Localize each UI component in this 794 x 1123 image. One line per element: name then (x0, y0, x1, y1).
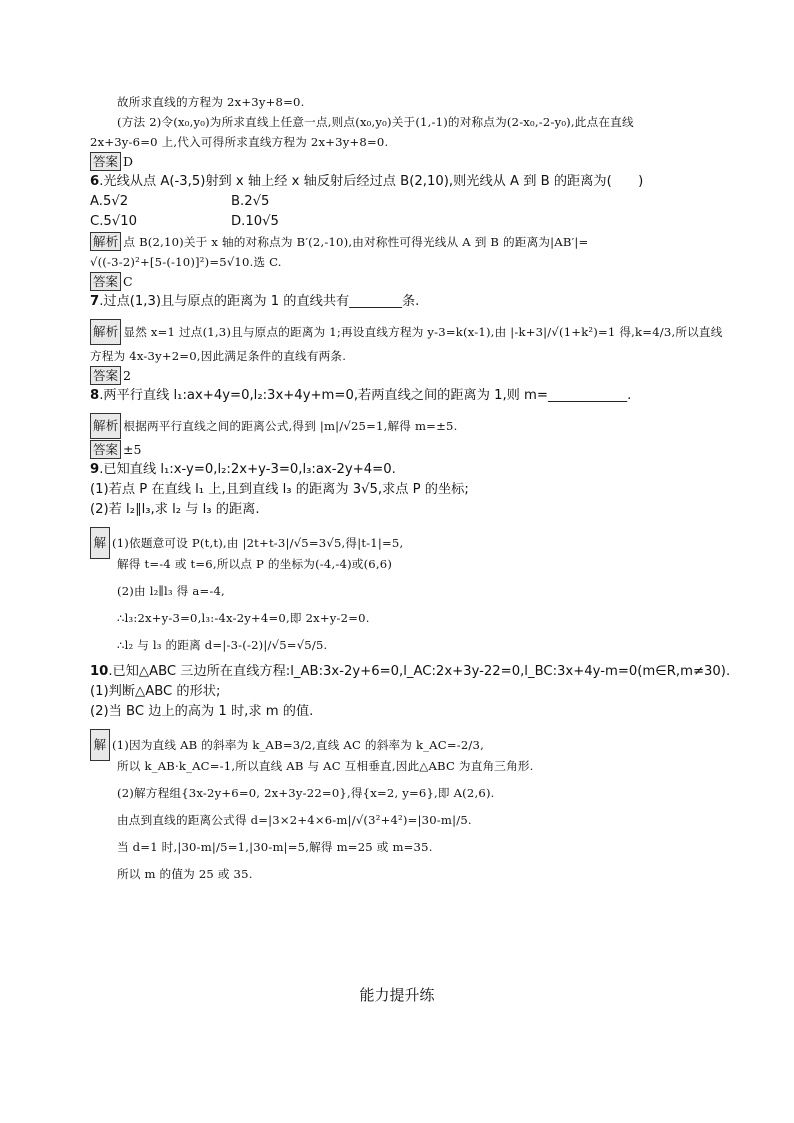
answer-label: 答案 (90, 366, 121, 385)
q9-solution-line-3: (2)由 l₂∥l₃ 得 a=-4, (117, 584, 225, 598)
q7-stem: 7.过点(1,3)且与原点的距离为 1 的直线共有________条. (90, 294, 420, 309)
q10-part-2: (2)当 BC 边上的高为 1 时,求 m 的值. (90, 704, 314, 719)
q7-analysis-line-1: 解析 显然 x=1 过点(1,3)且与原点的距离为 1;再设直线方程为 y-3=k(x-1),由 |-k+3|/√(1+k²)=1 得,k=4/3,所以直线 (90, 319, 702, 339)
q9-part-1: (1)若点 P 在直线 l₁ 上,且到直线 l₃ 的距离为 3√5,求点 P 的坐标; (90, 482, 469, 497)
q6-options-row-1 (90, 192, 702, 212)
q10-number: 10 (90, 664, 109, 679)
q10-solution-line-2: 所以 k_AB·k_AC=-1,所以直线 AB 与 AC 互相垂直,因此△ABC 为直角三角形. (117, 759, 534, 773)
q7-number: 7 (90, 294, 100, 309)
q6-option-c: C.5√10 (90, 214, 137, 229)
q9-part-2: (2)若 l₂∥l₃,求 l₂ 与 l₃ 的距离. (90, 502, 260, 517)
answer-label: 答案 (90, 152, 121, 171)
q9-solution-line-4: ∴l₃:2x+y-3=0,l₃:-4x-2y+4=0,即 2x+y-2=0. (117, 611, 370, 625)
q10-solution-line-6: 所以 m 的值为 25 或 35. (117, 867, 253, 881)
q6-options-row-2 (90, 212, 702, 232)
q10-stem: 10.已知△ABC 三边所在直线方程:l_AB:3x-2y+6=0,l_AC:2x+3y-22=0,l_BC:3x+4y-m=0(m∈R,m≠30). (90, 664, 731, 679)
q6-option-d: D.10√5 (231, 214, 279, 229)
answer-label: 答案 (90, 440, 121, 459)
q10-solution-line-3: (2)解方程组{3x-2y+6=0, 2x+3y-22=0},得{x=2, y=6},即 A(2,6). (117, 786, 495, 800)
prev-solution-line-3: 2x+3y-6=0 上,代入可得所求直线方程为 2x+3y+8=0. (90, 135, 389, 149)
prev-solution-line-2: (方法 2)令(x₀,y₀)为所求直线上任意一点,则点(x₀,y₀)关于(1,-1)的对称点为(2-x₀,-2-y₀),此点在直线 (117, 115, 634, 129)
q8-analysis-line-1: 解析 根据两平行直线之间的距离公式,得到 |m|/√25=1,解得 m=±5. (90, 413, 702, 433)
analysis-label: 解析 (90, 319, 121, 345)
prev-solution-line-1: 故所求直线的方程为 2x+3y+8=0. (117, 95, 305, 109)
q6-answer-row (90, 272, 702, 292)
q5-answer: D (123, 154, 134, 169)
section-title: 能力提升练 (359, 986, 435, 1004)
document-page (90, 92, 731, 1004)
q7-answer: 2 (123, 368, 131, 383)
q9-solution-line-2: 解得 t=-4 或 t=6,所以点 P 的坐标为(-4,-4)或(6,6) (117, 557, 393, 571)
q9-stem: 9.已知直线 l₁:x-y=0,l₂:2x+y-3=0,l₃:ax-2y+4=0. (90, 462, 396, 477)
q5-answer-row (90, 152, 702, 172)
q10-solution-line-1: 解 (1)因为直线 AB 的斜率为 k_AB=3/2,直线 AC 的斜率为 k_AC=-2/3, (90, 729, 702, 749)
q6-number: 6 (90, 174, 100, 189)
solution-label: 解 (90, 729, 110, 761)
q8-answer: ±5 (123, 442, 142, 457)
q9-solution-line-5: ∴l₂ 与 l₃ 的距离 d=|-3-(-2)|/√5=√5/5. (117, 638, 328, 652)
q9-number: 9 (90, 462, 100, 477)
answer-label: 答案 (90, 272, 121, 291)
solution-label: 解 (90, 527, 110, 559)
analysis-label: 解析 (90, 232, 121, 251)
q7-analysis-line-2: 方程为 4x-3y+2=0,因此满足条件的直线有两条. (90, 349, 347, 363)
q8-answer-row (90, 440, 702, 460)
q6-analysis-line-2: √((-3-2)²+[5-(-10)]²)=5√10.选 C. (90, 255, 282, 269)
q6-stem: 6.光线从点 A(-3,5)射到 x 轴上经 x 轴反射后经过点 B(2,10),则光线从 A 到 B 的距离为( ) (90, 174, 644, 189)
q6-option-b: B.2√5 (231, 194, 270, 209)
analysis-label: 解析 (90, 413, 121, 439)
q6-option-a: A.5√2 (90, 194, 129, 209)
q10-solution-line-4: 由点到直线的距离公式得 d=|3×2+4×6-m|/√(3²+4²)=|30-m|/5. (117, 813, 472, 827)
q8-stem: 8.两平行直线 l₁:ax+4y=0,l₂:3x+4y+m=0,若两直线之间的距离为 1,则 m=____________. (90, 388, 632, 403)
q6-analysis-line-1: 解析 点 B(2,10)关于 x 轴的对称点为 B′(2,-10),由对称性可得光线从 A 到 B 的距离为|AB′|= (90, 232, 702, 252)
q10-part-1: (1)判断△ABC 的形状; (90, 684, 221, 699)
q7-answer-row (90, 366, 702, 386)
q8-number: 8 (90, 388, 100, 403)
q6-answer: C (123, 274, 133, 289)
q9-solution-line-1: 解 (1)依题意可设 P(t,t),由 |2t+t-3|/√5=3√5,得|t-1|=5, (90, 527, 702, 547)
q10-solution-line-5: 当 d=1 时,|30-m|/5=1,|30-m|=5,解得 m=25 或 m=35. (117, 840, 433, 854)
